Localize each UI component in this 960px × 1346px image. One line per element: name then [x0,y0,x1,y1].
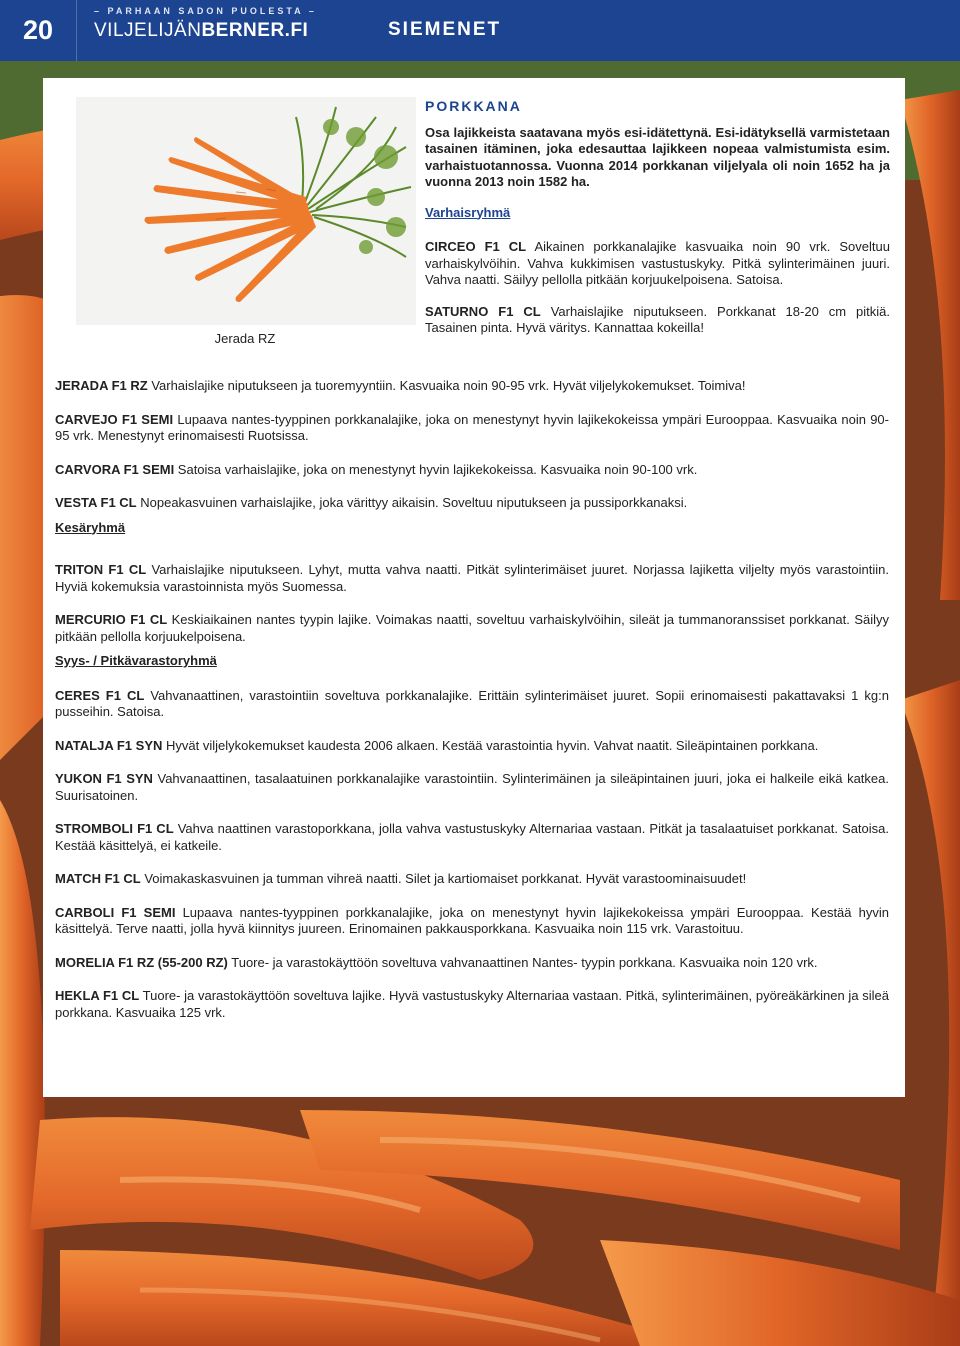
variety-text: Aikainen porkkanalajike kasvuaika noin 90 vrk. Soveltuu varhaiskylvöihin. Vahva kukkimisen vastustuskyky. Pitkä sylinterimäinen juuri. Vahva naatti. Säilyy pellolla pitkään korjuukelpoisena. Satoisa. [425,239,890,287]
variety-text: Varhaislajike niputukseen. Lyhyt, mutta vahva naatti. Pitkät sylinterimäiset juuret. Norjassa lajiketta viljelty myös varastointiin. Hyviä kokemuksia varastoinnista myös Suomessa. [55,562,889,594]
section-title: SIEMENET [388,19,502,40]
variety-entry [55,988,889,1021]
variety-text: Vahvanaattinen, tasalaatuinen porkkanalajike varastointiin. Sylinterimäinen ja sileäpintainen juuri, joka ei halkeile eikä katkea. Suurisatoinen. [55,771,889,803]
variety-name: CERES F1 CL [55,687,145,703]
variety-entry [55,738,889,755]
intro-column [425,98,890,352]
site-prefix: VILJELIJÄN [94,20,202,41]
variety-entry [55,771,889,804]
variety-entry [55,688,889,721]
group-label-autumn: Syys- / Pitkävarastoryhmä [55,653,217,668]
tagline: – PARHAAN SADON PUOLESTA – [94,6,317,16]
variety-text: Voimakaskasvuinen ja tumman vihreä naatti. Silet ja kartiomaiset porkkanat. Hyvät varastoominaisuudet! [140,871,747,886]
variety-name: CIRCEO F1 CL [425,239,527,254]
variety-entry [55,871,889,888]
page-number: 20 [0,0,77,61]
section-heading: PORKKANA [425,98,522,114]
variety-name: JERADA F1 RZ [55,378,148,393]
variety-text: Hyvät viljelykokemukset kaudesta 2006 alkaen. Kestää varastointia hyvin. Vahvat naatit. Sileäpintainen porkkana. [162,737,819,753]
carrot-bunch-image [76,97,416,325]
site-brand: BERNER.FI [201,20,309,41]
intro-paragraph: Osa lajikkeista saatavana myös esi-idätettynä. Esi-idätyksellä varmistetaan tasainen itäminen, joka edesauttaa lajikkeen nopeaa valmistumista esim. varhaistuotannossa. Vuonna 2014 porkkanan viljelyala oli noin 1652 ha ja vuonna 2013 noin 1582 ha. [425,124,890,189]
photo-caption: Jerada RZ [214,331,276,346]
variety-name: MATCH F1 CL [55,871,141,886]
variety-text: Varhaislajike niputukseen ja tuoremyyntiin. Kasvuaika noin 90-95 vrk. Hyvät viljelykokemukset. Toimiva! [147,378,746,393]
variety-entry [55,612,889,645]
variety-name: MORELIA F1 RZ (55-200 RZ) [55,954,228,970]
variety-entry [425,304,890,337]
variety-name: STROMBOLI F1 CL [55,821,174,836]
variety-name: VESTA F1 CL [55,495,137,510]
site-logo[interactable] [94,20,308,42]
variety-name: MERCURIO F1 CL [55,612,168,627]
variety-text: Lupaava nantes-tyyppinen porkkanalajike, joka on menestynyt hyvin lajikekokeissa ympäri Eurooppaa. Kestää hyvin käsittelyä. Terve naatti, jolla hyvä kiinnitys juureen. Erinomainen pakkausporkkana. Kasvuaika noin 115 vrk. Varastoituu. [55,904,889,936]
variety-text: Lupaava nantes-tyyppinen porkkanalajike, joka on menestynyt hyvin lajikekokeissa ympäri Eurooppaa. Kasvuaika noin 90-95 vrk. Menestynyt erinomaisesti Ruotsissa. [55,411,889,443]
variety-entry [55,412,889,445]
variety-entry [55,462,889,479]
group-label-summer: Kesäryhmä [55,519,126,535]
carrot-bunch-illustration [76,97,416,325]
variety-entry [55,562,889,595]
variety-list [55,378,889,1038]
variety-name: CARVORA F1 SEMI [55,461,175,477]
variety-text: Tuore- ja varastokäyttöön soveltuva vahvanaattinen Nantes- tyypin porkkana. Kasvuaika noin 120 vrk. [227,954,818,970]
variety-name: HEKLA F1 CL [55,988,140,1003]
page-header [0,0,960,61]
group-label-early: Varhaisryhmä [425,204,511,220]
variety-name: SATURNO F1 CL [425,303,541,319]
variety-entry [55,495,889,512]
variety-name: CARBOLI F1 SEMI [55,904,176,920]
variety-entry [55,955,889,972]
variety-text: Satoisa varhaislajike, joka on menestynyt hyvin lajikekokeissa. Kasvuaika noin 90-100 vrk. [174,461,698,477]
variety-name: NATALJA F1 SYN [55,737,163,753]
variety-entry [55,905,889,938]
variety-entry [425,239,890,289]
variety-entry [55,821,889,854]
variety-text: Tuore- ja varastokäyttöön soveltuva lajike. Hyvä vastustuskyky Alternariaa vastaan. Pitkä, sylinterimäinen, pyöreäkärkinen ja sileä porkkana. Kasvuaika 125 vrk. [55,988,889,1020]
variety-text: Vahva naattinen varastoporkkana, jolla vahva vastustuskyky Alternariaa vastaan. Pitkät ja tasalaatuiset porkkanat. Satoisa. Kestää käsittelyä, ei katkeile. [55,821,889,853]
variety-name: YUKON F1 SYN [55,771,153,786]
variety-text: Keskiaikainen nantes tyypin lajike. Voimakas naatti, soveltuu varhaiskylvöihin, sileät ja tummanoranssiset porkkanat. Säilyy pitkään pellolla korjuukelpoisena. [55,612,889,644]
variety-entry [55,378,889,395]
variety-name: CARVEJO F1 SEMI [55,411,174,427]
variety-text: Varhaislajike niputukseen. Porkkanat 18-20 cm pitkiä. Tasainen pinta. Hyvä väritys. Kannattaa kokeilla! [425,303,890,335]
variety-text: Nopeakasvuinen varhaislajike, joka värittyy aikaisin. Soveltuu niputukseen ja pussiporkkanaksi. [136,495,688,510]
variety-name: TRITON F1 CL [55,562,147,577]
variety-text: Vahvanaattinen, varastointiin soveltuva porkkanalajike. Erittäin sylinterimäiset juuret. Sopii erinomaisesti pakattavaksi 1 kg:n pusseihin. Satoisa. [55,687,889,719]
